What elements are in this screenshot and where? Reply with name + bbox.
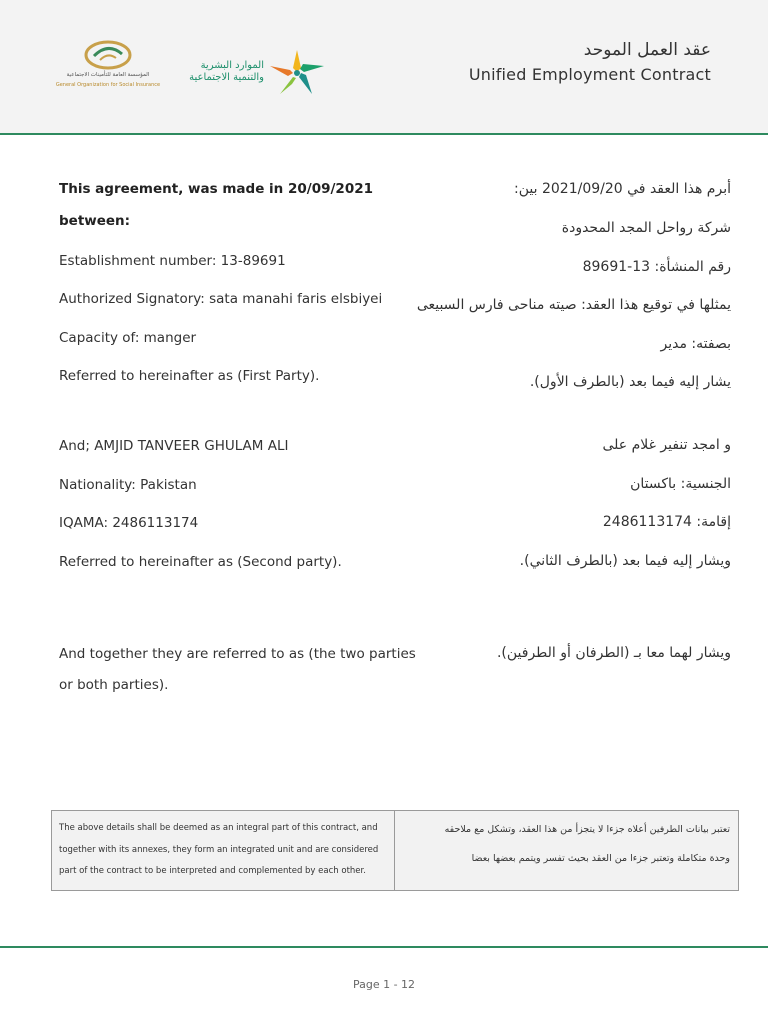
gosi-name-ar: المؤسسة العامة للتأمينات الاجتماعية [66, 72, 150, 78]
note-ar-line1: تعتبر بيانات الطرفين أعلاه جزءا لا يتجزأ من هذا العقد، وتشكل مع ملاحقه [444, 824, 730, 835]
gosi-logo [48, 38, 168, 96]
intro-ar: أبرم هذا العقد في 2021/09/20 بين: [514, 181, 731, 197]
integral-part-note [51, 810, 739, 891]
note-en-line1: The above details shall be deemed as an integral part of this contract, and [59, 823, 378, 833]
footer-divider [0, 946, 768, 948]
first-party-ar: يشار إليه فيما بعد (بالطرف الأول). [529, 374, 731, 390]
first-party-en: Referred to hereinafter as (First Party). [59, 368, 320, 384]
establishment-en: Establishment number: 13-89691 [59, 253, 286, 269]
together-en-line1: And together they are referred to as (the two parties [59, 646, 416, 662]
note-en-line3: part of the contract to be interpreted and complemented by each other. [59, 866, 366, 876]
intro-en-line2: between: [59, 213, 131, 229]
nationality-ar: الجنسية: باكستان [630, 476, 731, 492]
nationality-en: Nationality: Pakistan [59, 477, 197, 493]
iqama-en: IQAMA: 2486113174 [59, 515, 199, 531]
second-party-en: Referred to hereinafter as (Second party). [59, 554, 342, 570]
intro-en-line1: This agreement, was made in 20/09/2021 [59, 181, 374, 197]
together-en-line2: or both parties). [59, 677, 169, 693]
establishment-ar: رقم المنشأة: 13-89691 [582, 259, 731, 275]
iqama-ar: إقامة: 2486113174 [602, 514, 731, 530]
page-number: Page 1 - 12 [352, 978, 416, 991]
capacity-en: Capacity of: manger [59, 330, 197, 346]
hrsd-name-line1: الموارد البشرية [200, 60, 264, 71]
second-name-en: And; AMJID TANVEER GHULAM ALI [59, 438, 289, 454]
hrsd-star-logo-icon [268, 48, 326, 96]
title-english: Unified Employment Contract [468, 65, 711, 84]
company-ar: شركة رواحل المجد المحدودة [561, 220, 731, 236]
note-en-line2: together with its annexes, they form an integrated unit and are considered [59, 844, 379, 855]
note-arabic [395, 811, 738, 890]
signatory-en: Authorized Signatory: sata manahi faris elsbiyei [59, 291, 383, 307]
second-name-ar: و امجد تنفير غلام على [602, 437, 731, 453]
signatory-ar: يمثلها في توقيع هذا العقد: صيته مناحى فارس السبيعى [416, 297, 731, 313]
gosi-name-en: General Organization for Social Insurance [55, 82, 161, 88]
together-ar: ويشار لهما معا بـ (الطرفان أو الطرفين). [496, 645, 731, 661]
hrsd-name [176, 60, 264, 84]
hrsd-logo [176, 48, 328, 100]
title-arabic: عقد العمل الموحد [583, 40, 711, 60]
capacity-ar: بصفته: مدير [660, 336, 731, 352]
hrsd-name-line2: والتنمية الاجتماعية [189, 72, 264, 83]
note-english [52, 811, 395, 890]
second-party-ar: ويشار إليه فيما بعد (بالطرف الثاني). [519, 553, 731, 569]
gosi-logo-icon [48, 38, 168, 72]
page-header [0, 0, 768, 135]
note-ar-line2: وحدة متكاملة وتعتبر جزءا من العقد بحيث تفسر ويتمم بعضها بعضا [471, 853, 730, 864]
